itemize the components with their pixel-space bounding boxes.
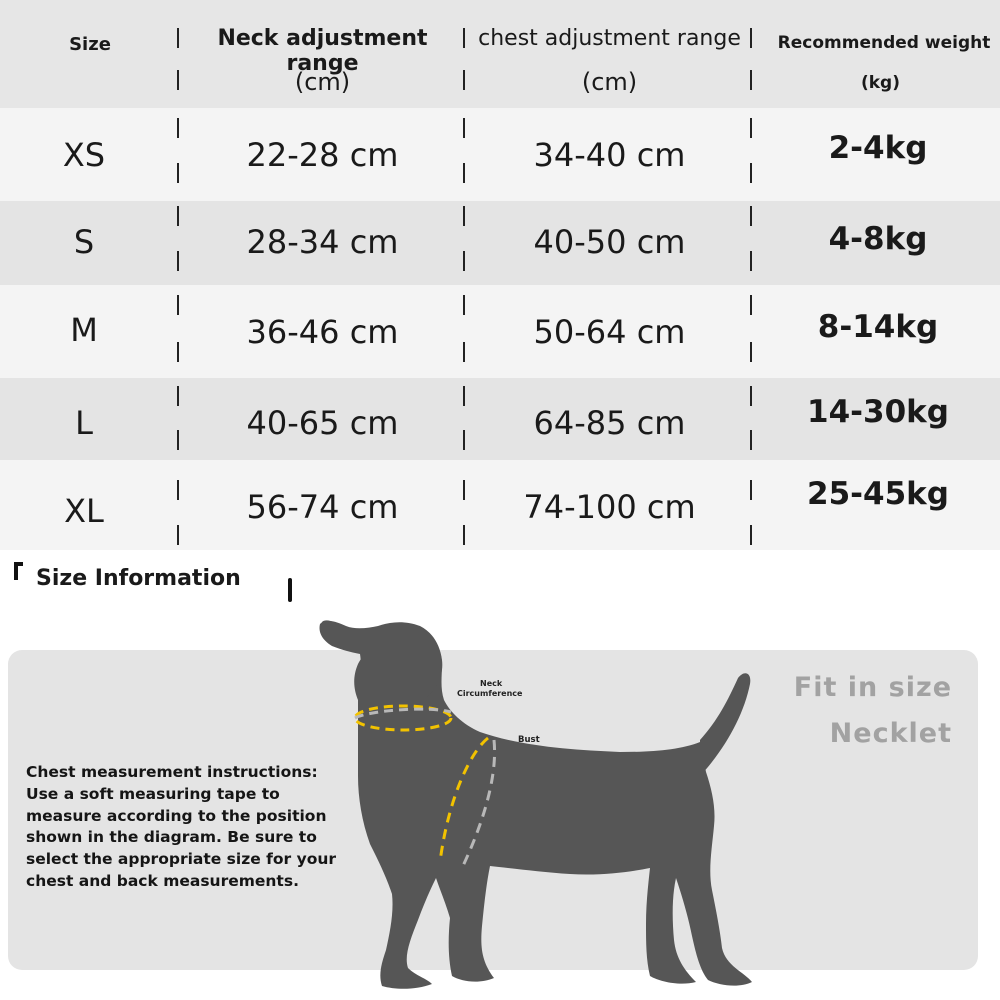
divider — [463, 342, 465, 362]
row-size: L — [75, 404, 93, 442]
neck-label-line2: Circumference — [457, 689, 523, 698]
row-size: S — [73, 223, 95, 261]
fit-label-line2: Necklet — [829, 718, 952, 749]
divider — [463, 295, 465, 315]
row-weight: 2-4kg — [828, 130, 928, 166]
divider — [463, 251, 465, 271]
divider — [177, 342, 179, 362]
row-weight: 8-14kg — [817, 309, 939, 345]
row-neck-range: 40-65 cm — [246, 404, 399, 442]
row-chest-range: 50-64 cm — [533, 313, 686, 351]
divider — [463, 525, 465, 545]
divider — [750, 480, 752, 500]
header-neck-unit: (cm) — [294, 68, 351, 96]
row-chest-range: 34-40 cm — [533, 136, 686, 174]
row-neck-range: 22-28 cm — [246, 136, 399, 174]
section-marker — [14, 562, 23, 566]
header-neck: Neck adjustment range — [217, 26, 428, 76]
divider — [177, 70, 179, 90]
row-chest-range: 64-85 cm — [533, 404, 686, 442]
divider — [177, 251, 179, 271]
row-neck-range: 36-46 cm — [246, 313, 399, 351]
table-row — [0, 108, 1000, 201]
divider — [750, 386, 752, 406]
row-chest-range: 40-50 cm — [533, 223, 686, 261]
divider — [750, 251, 752, 271]
divider — [463, 118, 465, 138]
section-title: Size Information — [36, 566, 241, 591]
divider — [463, 480, 465, 500]
divider — [463, 163, 465, 183]
divider — [750, 295, 752, 315]
dog-silhouette-icon — [300, 605, 800, 1000]
row-neck-range: 56-74 cm — [246, 488, 399, 526]
divider — [177, 206, 179, 226]
table-row — [0, 378, 1000, 460]
divider — [463, 28, 465, 48]
bust-label: Bust — [518, 735, 540, 745]
divider — [463, 70, 465, 90]
divider — [177, 163, 179, 183]
header-size: Size — [69, 34, 111, 55]
divider — [750, 342, 752, 362]
neck-label-line1: Neck — [480, 679, 503, 688]
header-weight: Recommended weight — [777, 33, 991, 53]
divider — [750, 118, 752, 138]
divider — [177, 295, 179, 315]
divider — [177, 480, 179, 500]
divider — [177, 386, 179, 406]
section-marker-end — [288, 578, 292, 602]
row-size: XS — [62, 136, 106, 174]
table-header — [0, 0, 1000, 108]
row-size: M — [70, 311, 98, 349]
divider — [463, 386, 465, 406]
header-chest: chest adjustment range — [478, 26, 741, 51]
row-weight: 14-30kg — [807, 394, 949, 430]
divider — [463, 206, 465, 226]
row-neck-range: 28-34 cm — [246, 223, 399, 261]
row-chest-range: 74-100 cm — [523, 488, 696, 526]
header-chest-unit: (cm) — [581, 68, 638, 96]
divider — [177, 430, 179, 450]
divider — [177, 525, 179, 545]
row-weight: 25-45kg — [807, 476, 949, 512]
divider — [177, 28, 179, 48]
measurement-instructions: Chest measurement instructions: Use a soft measuring tape to measure according to the position shown in the diagram. Be sure to select the appropriate size for your chest and back measurements. — [26, 763, 337, 890]
divider — [750, 430, 752, 450]
divider — [177, 118, 179, 138]
fit-label-line1: Fit in size — [793, 672, 952, 703]
divider — [750, 28, 752, 48]
row-weight: 4-8kg — [828, 221, 928, 257]
divider — [750, 70, 752, 90]
divider — [463, 430, 465, 450]
table-row — [0, 285, 1000, 378]
divider — [750, 163, 752, 183]
table-row — [0, 201, 1000, 285]
divider — [750, 525, 752, 545]
divider — [750, 206, 752, 226]
table-row — [0, 460, 1000, 550]
row-size: XL — [64, 492, 104, 530]
header-weight-unit: (kg) — [860, 73, 900, 93]
